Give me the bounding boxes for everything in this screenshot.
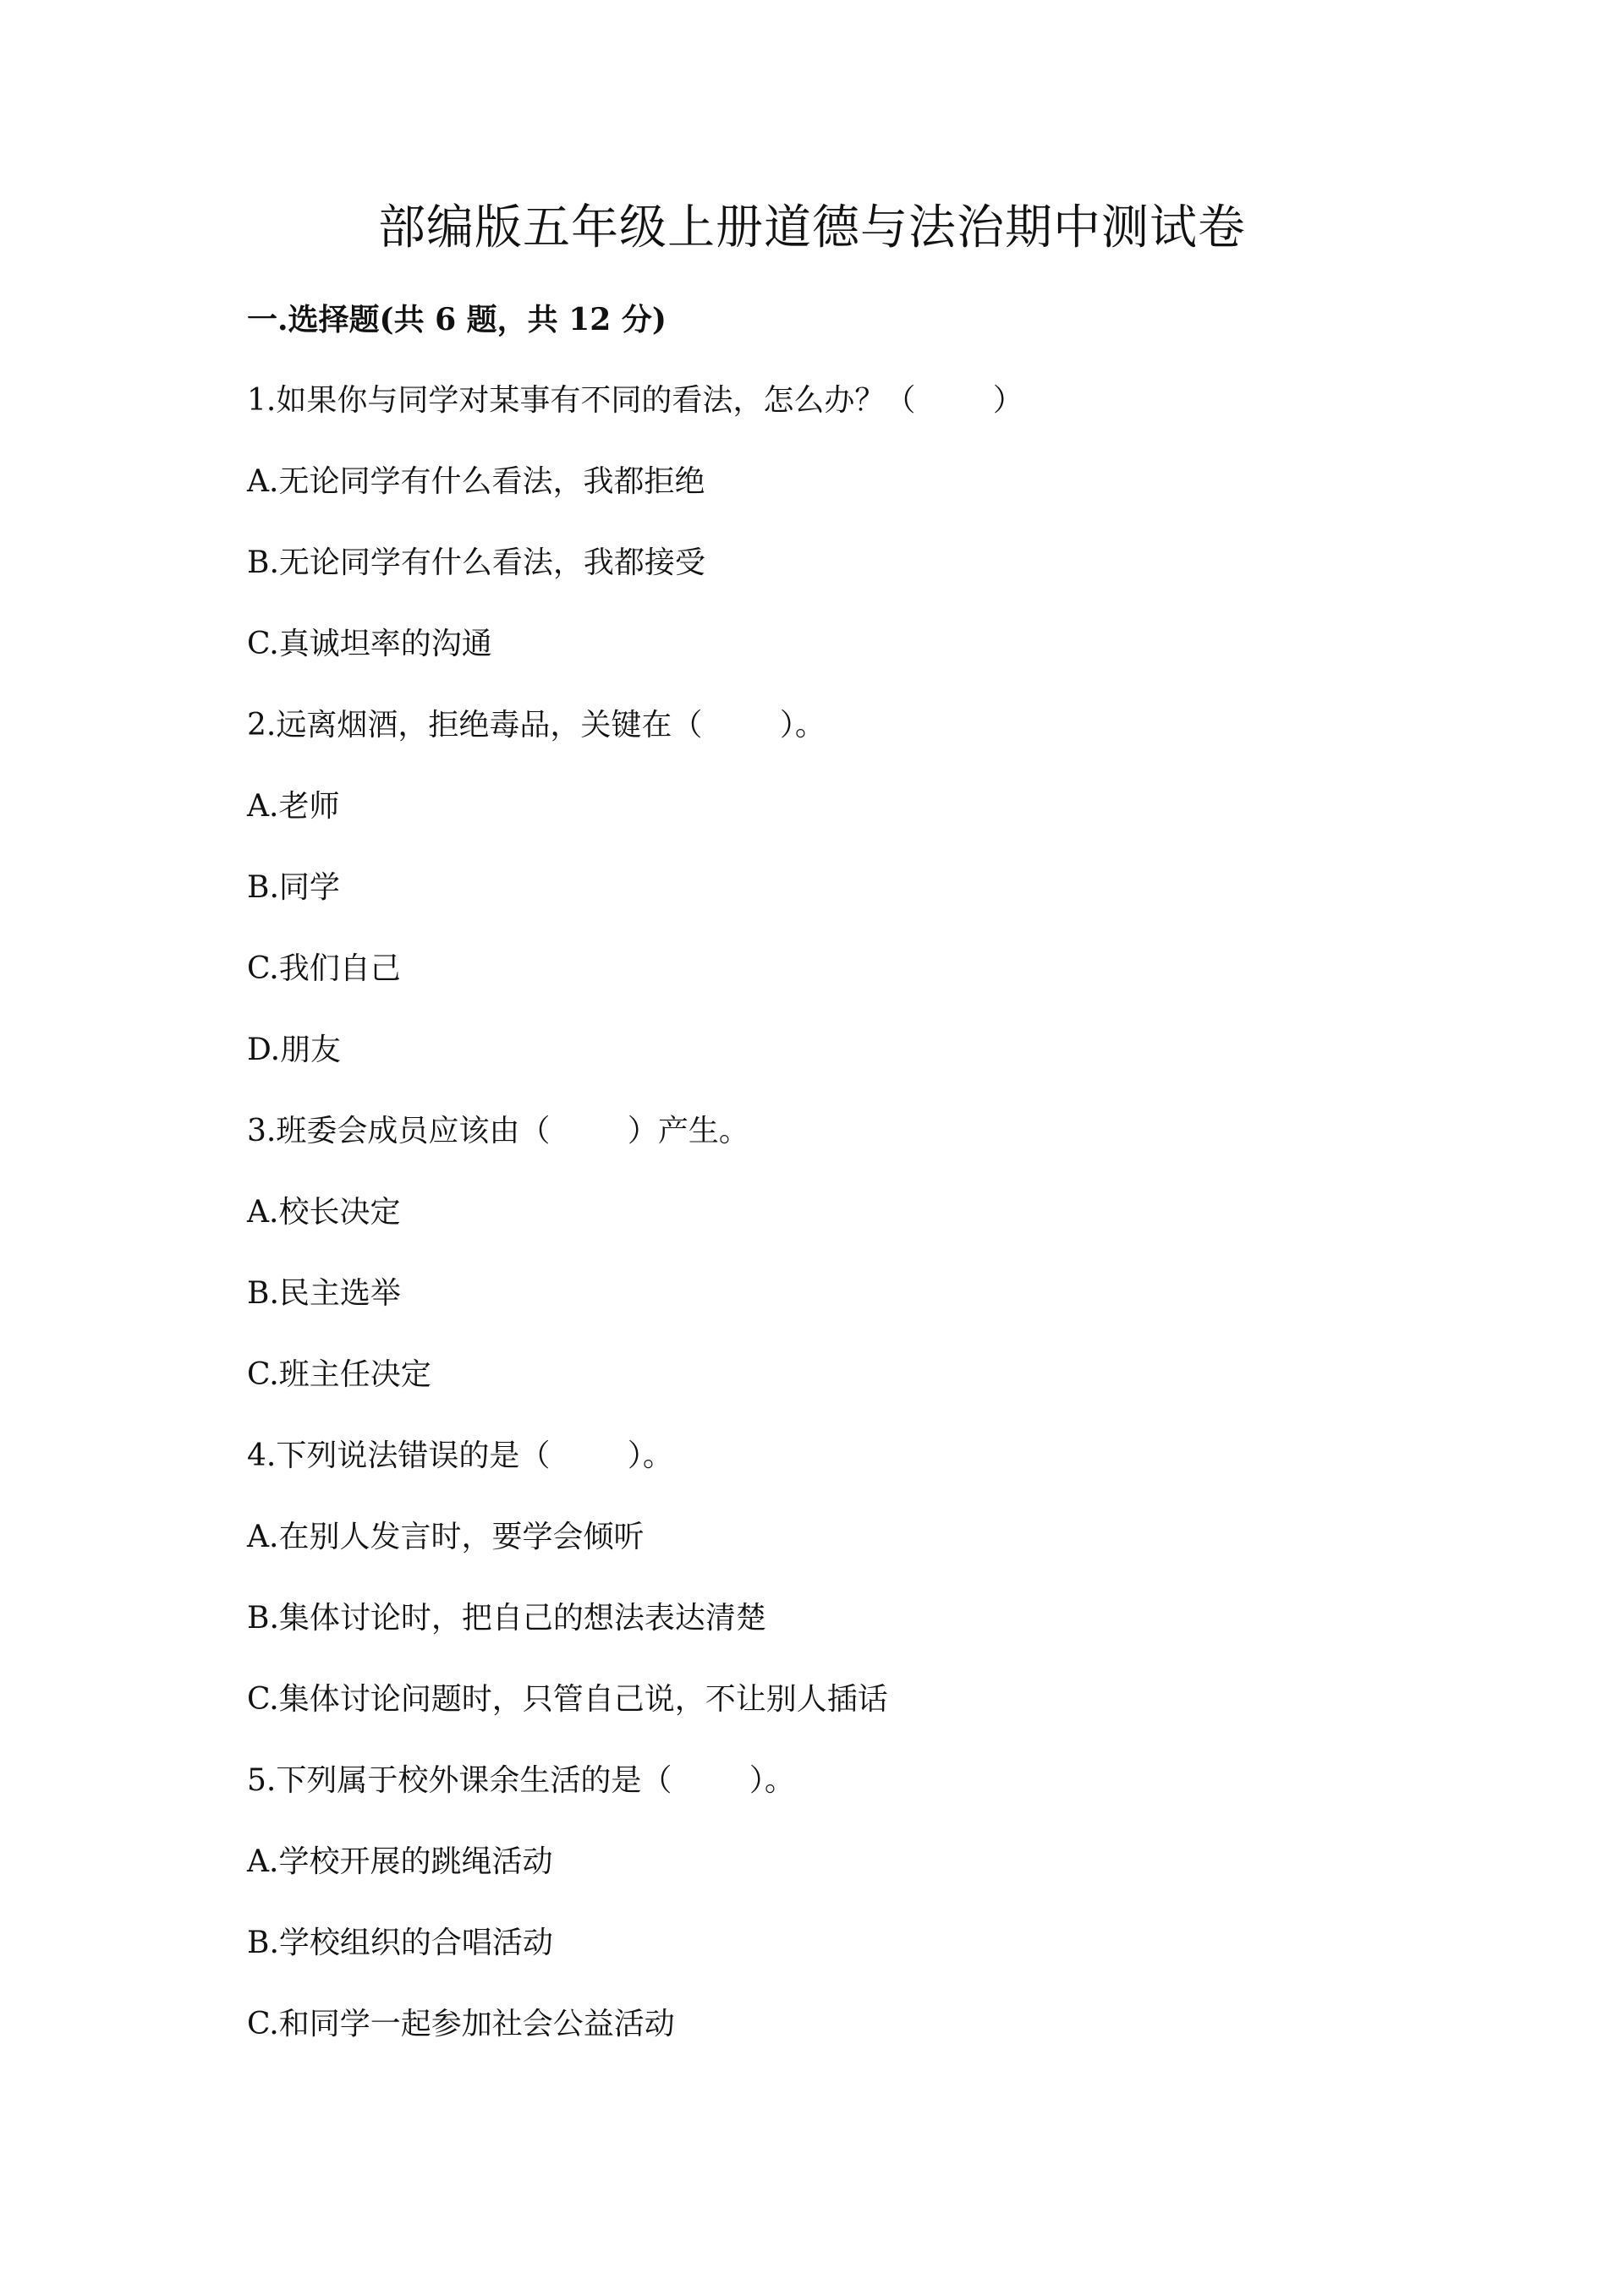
- question-2-option-c: C.我们自己: [247, 951, 401, 986]
- question-5-option-c: C.和同学一起参加社会公益活动: [247, 2007, 675, 2041]
- question-3-option-a: A.校长决定: [247, 1195, 401, 1230]
- question-2-stem: 2.远离烟酒，拒绝毒品，关键在（ ）。: [247, 708, 826, 743]
- section-heading: 一.选择题(共 6 题，共 12 分): [247, 302, 667, 337]
- question-5-stem: 5.下列属于校外课余生活的是（ ）。: [247, 1763, 795, 1798]
- question-1-stem: 1.如果你与同学对某事有不同的看法，怎么办？（ ）: [247, 383, 1023, 418]
- question-1-option-c: C.真诚坦率的沟通: [247, 627, 492, 661]
- question-2-option-b: B.同学: [247, 870, 340, 905]
- question-4-option-c: C.集体讨论问题时，只管自己说，不让别人插话: [247, 1682, 888, 1717]
- question-2-option-a: A.老师: [247, 789, 340, 824]
- question-3-option-b: B.民主选举: [247, 1276, 401, 1311]
- question-4-option-a: A.在别人发言时，要学会倾听: [247, 1520, 645, 1554]
- question-5-option-b: B.学校组织的合唱活动: [247, 1926, 553, 1960]
- question-4-stem: 4.下列说法错误的是（ ）。: [247, 1438, 673, 1473]
- question-4-option-b: B.集体讨论时，把自己的想法表达清楚: [247, 1601, 766, 1636]
- question-5-option-a: A.学校开展的跳绳活动: [247, 1844, 553, 1879]
- question-1-option-a: A.无论同学有什么看法，我都拒绝: [247, 464, 705, 499]
- question-2-option-d: D.朋友: [247, 1033, 342, 1067]
- question-1-option-b: B.无论同学有什么看法，我都接受: [247, 545, 705, 580]
- question-3-option-c: C.班主任决定: [247, 1357, 431, 1392]
- exam-title: 部编版五年级上册道德与法治期中测试卷: [378, 200, 1246, 255]
- question-3-stem: 3.班委会成员应该由（ ）产生。: [247, 1114, 749, 1148]
